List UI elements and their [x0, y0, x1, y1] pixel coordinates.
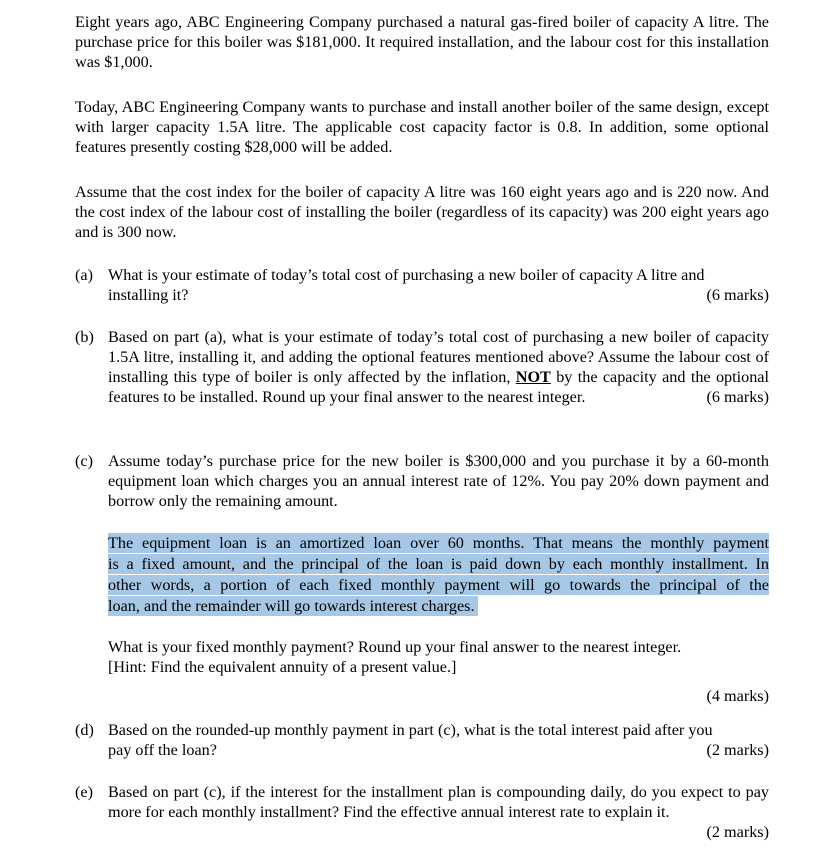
question-c-marks: (4 marks) [706, 687, 769, 705]
question-c-body [108, 451, 769, 706]
question-d-body [108, 720, 769, 760]
question-e-label: (e) [75, 783, 93, 801]
question-a-line-1: What is your estimate of today’s total cost of purchasing a new boiler of capacity A litre and [108, 266, 705, 284]
question-c-highlight-block [108, 533, 769, 617]
question-b-text: Based on part (a), what is your estimate of today’s total cost of purchasing a new boiler of capacity 1.5A litre, installing it, and adding the optional features mentioned above? Assume the labour cost of installing this type of boiler is only affected by the inflation, NOT by the capacity and the optional features to be installed. Round up your final answer to the nearest integer. [108, 328, 769, 406]
intro-paragraph-3: Assume that the cost index for the boiler of capacity A litre was 160 eight years ago and is 220 now. And the cost index of the labour cost of installing the boiler (regardless of its capacity) was 200 eight years ago and is 300 now. [75, 183, 769, 241]
question-b-emphasis: NOT [515, 368, 551, 386]
question-e-marks: (2 marks) [706, 823, 769, 841]
question-c-question: What is your fixed monthly payment? Round up your final answer to the nearest integer. [108, 638, 682, 656]
question-a-marks: (6 marks) [706, 286, 769, 304]
question-a-body [108, 265, 769, 305]
intro-paragraph-2: Today, ABC Engineering Company wants to purchase and install another boiler of the same design, except with larger capacity 1.5A litre. The applicable cost capacity factor is 0.8. In addition, some optional features presently costing $28,000 will be added. [75, 98, 769, 156]
highlight-line-3: other words, a portion of each fixed monthly payment will go towards the principal of the [108, 576, 769, 594]
highlight-line-2: is a fixed amount, and the principal of the loan is paid down by each monthly installment. In [108, 555, 769, 573]
question-b-marks: (6 marks) [706, 388, 769, 406]
question-b-body [108, 327, 769, 407]
question-d-line-1: Based on the rounded-up monthly payment in part (c), what is the total interest paid after you [108, 721, 713, 739]
question-b-label: (b) [75, 328, 94, 346]
question-c-text: Assume today’s purchase price for the new boiler is $300,000 and you purchase it by a 60-month equipment loan which charges you an annual interest rate of 12%. You pay 20% down payment and borrow only the remaining amount. [108, 452, 769, 510]
question-e-text: Based on part (c), if the interest for the installment plan is compounding daily, do you expect to pay more for each monthly installment? Find the effective annual interest rate to explain it. [108, 783, 769, 821]
highlight-line-1: The equipment loan is an amortized loan over 60 months. That means the monthly payment [108, 534, 769, 552]
question-c-hint: [Hint: Find the equivalent annuity of a present value.] [108, 658, 457, 676]
question-a-label: (a) [75, 266, 93, 284]
question-a-line-2: installing it? (6 marks) [108, 286, 769, 304]
intro-paragraph-1: Eight years ago, ABC Engineering Company purchased a natural gas-fired boiler of capacity A litre. The purchase price for this boiler was $181,000. It required installation, and the labour cost for this installation was $1,000. [75, 13, 769, 71]
question-d-marks: (2 marks) [706, 741, 769, 759]
highlight-line-4: loan, and the remainder will go towards interest charges. [108, 596, 478, 616]
question-c-label: (c) [75, 452, 93, 470]
question-d-label: (d) [75, 721, 94, 739]
question-d-line-2: pay off the loan? (2 marks) [108, 741, 769, 759]
question-e-body [108, 782, 769, 842]
